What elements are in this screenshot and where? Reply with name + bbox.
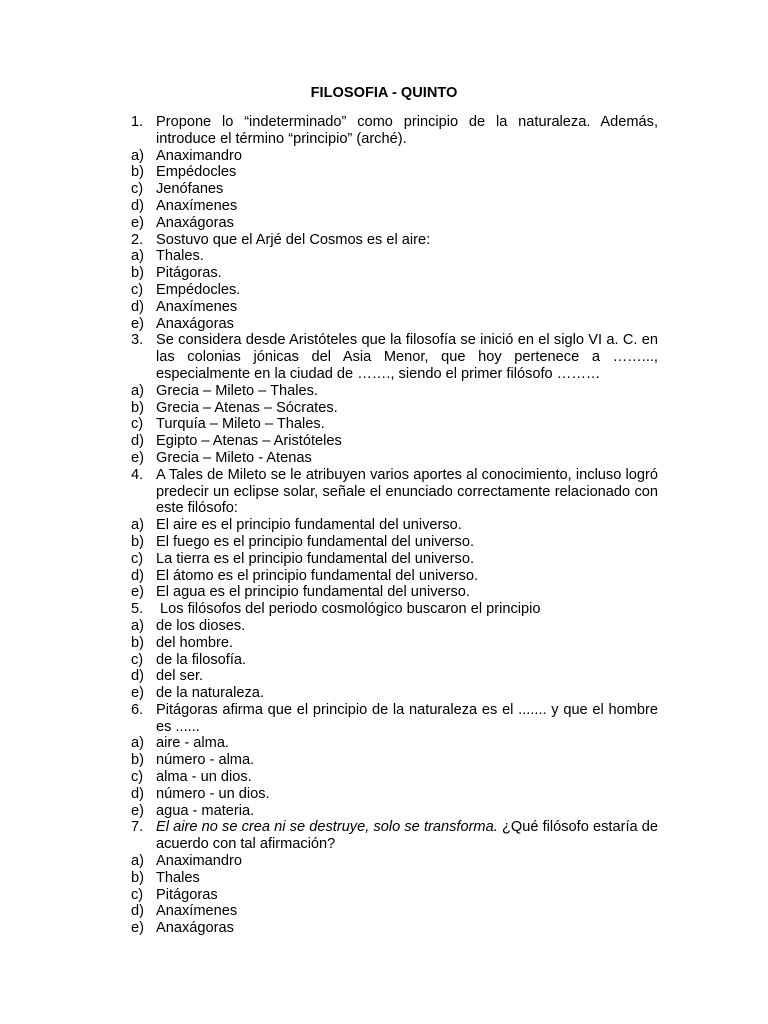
option-text: número - un dios. (156, 785, 270, 802)
option-text: El fuego es el principio fundamental del universo. (156, 533, 475, 550)
option-letter: b) (131, 634, 144, 651)
option-text: Egipto – Atenas – Aristóteles (156, 433, 342, 450)
answer-option (131, 920, 658, 937)
question-text-block (156, 114, 658, 148)
answer-option (131, 584, 658, 601)
question-text-block (156, 601, 658, 618)
option-text: del hombre. (156, 634, 234, 651)
option-text: Anaxímenes (156, 197, 238, 214)
option-text: Thales (156, 869, 200, 886)
question-number: 2. (131, 231, 144, 248)
option-letter: d) (131, 567, 144, 584)
option-letter: c) (131, 651, 144, 668)
answer-option (131, 803, 658, 820)
option-letter: a) (131, 735, 144, 752)
option-text: Anaximandro (156, 853, 242, 870)
option-letter: a) (131, 248, 144, 265)
option-text: Grecia – Atenas – Sócrates. (156, 399, 338, 416)
option-text: de los dioses. (156, 617, 246, 634)
option-text: Anaxímenes (156, 903, 238, 920)
question-text: Pitágoras afirma que el principio de la naturaleza es el ....... y que el hombre es ...... (156, 701, 658, 735)
option-letter: e) (131, 685, 144, 702)
answer-option (131, 853, 658, 870)
question-5 (131, 601, 658, 618)
answer-option (131, 735, 658, 752)
answer-option (131, 618, 658, 635)
option-text: Jenófanes (156, 181, 224, 198)
answer-option (131, 652, 658, 669)
option-letter: a) (131, 517, 144, 534)
question-number: 3. (131, 332, 144, 349)
option-letter: b) (131, 164, 144, 181)
question-text-block (156, 819, 658, 853)
answer-option (131, 769, 658, 786)
option-text: Grecia – Mileto – Thales. (156, 382, 318, 399)
option-text: Turquía – Mileto – Thales. (156, 416, 325, 433)
answer-option (131, 887, 658, 904)
option-text: Anaxímenes (156, 298, 238, 315)
answer-option (131, 215, 658, 232)
option-letter: b) (131, 265, 144, 282)
option-letter: a) (131, 617, 144, 634)
answer-option (131, 400, 658, 417)
question-text: Se considera desde Aristóteles que la filosofía se inició en el siglo VI a. C. en las colonias jónicas del Asia Menor, que hoy pertenece a ……..., especialmente en la ciudad de ……., siendo el primer filósofo ……… (156, 332, 658, 382)
option-letter: c) (131, 181, 144, 198)
option-letter: a) (131, 382, 144, 399)
option-letter: a) (131, 853, 144, 870)
option-text: de la filosofía. (156, 651, 247, 668)
option-letter: d) (131, 197, 144, 214)
option-text: Anaxágoras (156, 214, 234, 231)
option-text: Pitágoras. (156, 265, 222, 282)
answer-option (131, 316, 658, 333)
answer-option (131, 450, 658, 467)
option-letter: e) (131, 214, 144, 231)
option-letter: a) (131, 147, 144, 164)
option-text: Anaxágoras (156, 315, 234, 332)
option-letter: e) (131, 315, 144, 332)
question-number: 6. (131, 701, 144, 718)
question-number: 7. (131, 819, 144, 836)
question-1 (131, 114, 658, 148)
option-letter: b) (131, 399, 144, 416)
answer-option (131, 248, 658, 265)
option-text: El aire es el principio fundamental del universo. (156, 517, 462, 534)
question-text: Propone lo “indeterminado” como principio de la naturaleza. Además, introduce el término “principio” (arché). (156, 114, 658, 147)
question-2 (131, 232, 658, 249)
option-text: El átomo es el principio fundamental del universo. (156, 567, 479, 584)
option-text: Grecia – Mileto - Atenas (156, 449, 312, 466)
option-letter: b) (131, 869, 144, 886)
answer-option (131, 635, 658, 652)
question-text-block (156, 232, 658, 249)
answer-option (131, 752, 658, 769)
answer-option (131, 668, 658, 685)
answer-option (131, 685, 658, 702)
question-number: 4. (131, 466, 144, 483)
question-3 (131, 332, 658, 382)
option-letter: b) (131, 752, 144, 769)
question-quote: El aire no se crea ni se destruye, solo se transforma. (156, 819, 498, 836)
question-6 (131, 702, 658, 736)
option-text: Empédocles (156, 164, 237, 181)
option-text: agua - materia. (156, 802, 255, 819)
question-text-block (156, 467, 658, 517)
question-text-block (156, 332, 658, 382)
option-letter: e) (131, 449, 144, 466)
option-letter: c) (131, 550, 144, 567)
question-number: 5. (131, 601, 144, 618)
answer-option (131, 299, 658, 316)
answer-option (131, 148, 658, 165)
option-letter: c) (131, 416, 144, 433)
answer-option (131, 534, 658, 551)
option-text: El agua es el principio fundamental del universo. (156, 584, 470, 601)
question-number: 1. (131, 114, 144, 130)
answer-option (131, 416, 658, 433)
option-text: Thales. (156, 248, 204, 265)
question-text: A Tales de Mileto se le atribuyen varios aportes al conocimiento, incluso logró predecir un eclipse solar, señale el enunciado correctamente relacionado con este filósofo: (156, 466, 658, 517)
option-letter: c) (131, 769, 144, 786)
option-text: Empédocles. (156, 281, 241, 298)
option-letter: d) (131, 785, 144, 802)
question-text: Los filósofos del periodo cosmológico buscaron el principio (160, 601, 541, 618)
question-text: Sostuvo que el Arjé del Cosmos es el aire: (156, 231, 431, 248)
answer-option (131, 870, 658, 887)
answer-option (131, 383, 658, 400)
option-letter: c) (131, 886, 144, 903)
option-text: de la naturaleza. (156, 685, 264, 702)
answer-option (131, 198, 658, 215)
option-letter: e) (131, 584, 144, 601)
question-7 (131, 819, 658, 853)
answer-option (131, 517, 658, 534)
option-text: número - alma. (156, 752, 255, 769)
question-list (131, 114, 658, 937)
question-text: ¿Qué filósofo estaría de acuerdo con tal afirmación? (156, 819, 659, 853)
answer-option (131, 433, 658, 450)
answer-option (131, 903, 658, 920)
option-letter: b) (131, 533, 144, 550)
option-text: Pitágoras (156, 886, 218, 903)
answer-option (131, 282, 658, 299)
answer-option (131, 181, 658, 198)
option-letter: d) (131, 298, 144, 315)
answer-option (131, 568, 658, 585)
document-title: FILOSOFIA - QUINTO (310, 85, 458, 101)
question-text-block (156, 702, 658, 736)
option-letter: e) (131, 802, 144, 819)
answer-option (131, 786, 658, 803)
option-text: aire - alma. (156, 735, 229, 752)
option-letter: d) (131, 668, 144, 685)
option-letter: d) (131, 433, 144, 450)
answer-option (131, 164, 658, 181)
question-4 (131, 467, 658, 517)
answer-option (131, 265, 658, 282)
option-text: La tierra es el principio fundamental del universo. (156, 550, 474, 567)
option-text: Anaximandro (156, 147, 242, 164)
option-text: alma - un dios. (156, 769, 252, 786)
option-text: Anaxágoras (156, 920, 234, 937)
option-text: del ser. (156, 668, 204, 685)
option-letter: c) (131, 281, 144, 298)
option-letter: e) (131, 920, 144, 937)
answer-option (131, 551, 658, 568)
option-letter: d) (131, 903, 144, 920)
